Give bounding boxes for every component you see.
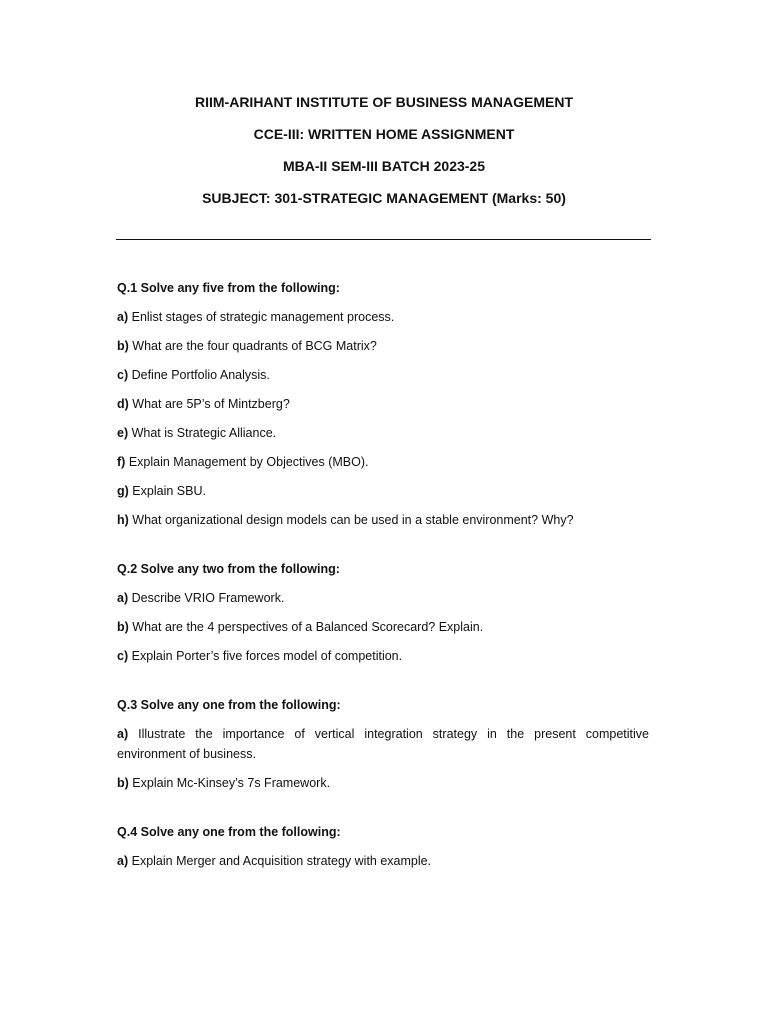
question-item [117,394,649,414]
institute-name: RIIM-ARIHANT INSTITUTE OF BUSINESS MANAGEMENT [195,94,573,110]
question-item [117,851,649,871]
question-3 [117,695,649,793]
question-item [117,773,649,793]
question-item [117,724,649,764]
item-letter: g) [117,484,129,498]
item-text: Explain Porter’s five forces model of competition. [131,649,403,663]
question-title: Q.1 Solve any five from the following: [117,281,340,295]
question-item [117,617,649,637]
item-letter: h) [117,513,129,527]
item-text: Explain Mc-Kinsey’s 7s Framework. [132,776,331,790]
item-letter: a) [117,727,129,741]
question-item [117,510,649,530]
header-divider [116,239,651,240]
question-item [117,646,649,666]
item-text: Define Portfolio Analysis. [131,368,270,382]
item-text: What is Strategic Alliance. [131,426,277,440]
item-text: What are 5P’s of Mintzberg? [132,397,290,411]
item-letter: f) [117,455,126,469]
item-letter: b) [117,339,129,353]
question-item [117,423,649,443]
document-header [0,86,768,214]
questions-body [117,278,649,900]
item-letter: d) [117,397,129,411]
item-letter: b) [117,620,129,634]
item-letter: a) [117,310,129,324]
item-text: Explain Management by Objectives (MBO). [128,455,369,469]
subject-info: SUBJECT: 301-STRATEGIC MANAGEMENT (Marks: 50) [202,190,566,206]
question-item [117,588,649,608]
item-letter: b) [117,776,129,790]
item-text: Explain Merger and Acquisition strategy with example. [131,854,432,868]
item-letter: a) [117,591,129,605]
item-text: Illustrate the importance of vertical integration strategy in the present competitive environment of business. [117,727,649,761]
question-item [117,336,649,356]
question-item [117,481,649,501]
question-1 [117,278,649,530]
item-text: Explain SBU. [132,484,206,498]
item-text: Describe VRIO Framework. [131,591,285,605]
question-item [117,452,649,472]
item-text: What are the 4 perspectives of a Balanced Scorecard? Explain. [132,620,484,634]
item-letter: c) [117,368,129,382]
question-title: Q.3 Solve any one from the following: [117,698,341,712]
batch-info: MBA-II SEM-III BATCH 2023-25 [283,158,485,174]
question-4 [117,822,649,871]
item-letter: e) [117,426,129,440]
question-item [117,307,649,327]
item-letter: c) [117,649,129,663]
question-title: Q.2 Solve any two from the following: [117,562,340,576]
item-letter: a) [117,854,129,868]
item-text: Enlist stages of strategic management process. [131,310,395,324]
item-text: What are the four quadrants of BCG Matrix? [132,339,377,353]
assignment-title: CCE-III: WRITTEN HOME ASSIGNMENT [253,126,515,142]
item-text: What organizational design models can be used in a stable environment? Why? [132,513,574,527]
question-item [117,365,649,385]
question-2 [117,559,649,666]
question-title: Q.4 Solve any one from the following: [117,825,341,839]
